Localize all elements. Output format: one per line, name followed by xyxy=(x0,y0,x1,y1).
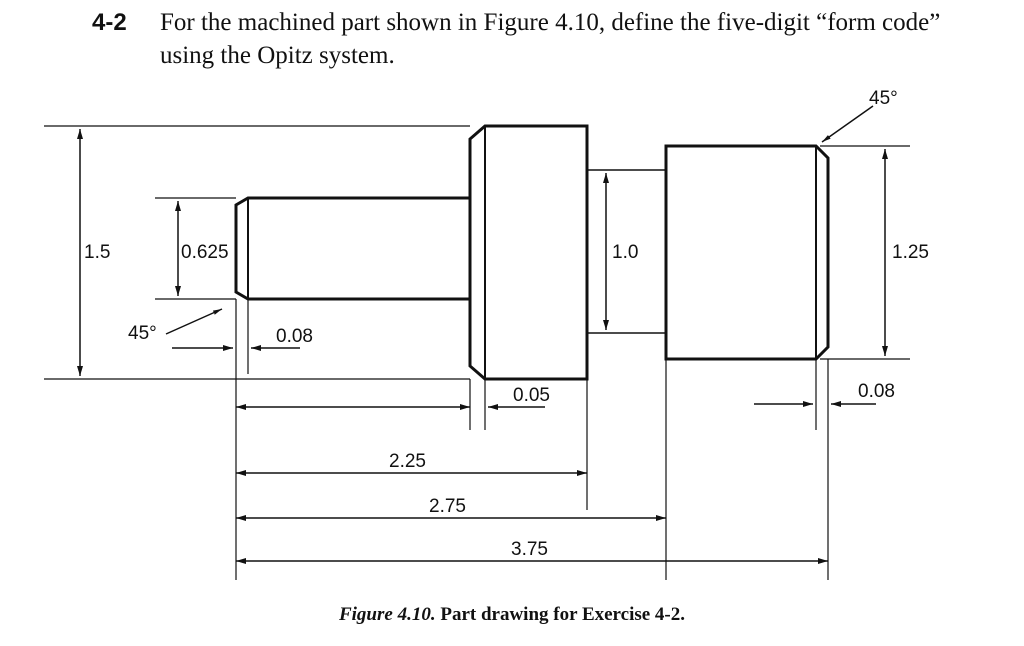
small-shaft xyxy=(236,198,469,299)
dimension-lines xyxy=(80,106,885,561)
part-outline xyxy=(236,126,828,379)
flange xyxy=(470,126,587,379)
angle-label-right: 45° xyxy=(869,88,898,109)
length-label-3-75: 3.75 xyxy=(511,539,548,560)
dim-label-1-25: 1.25 xyxy=(892,242,929,263)
dim-label-0-625: 0.625 xyxy=(181,242,229,263)
dim-label-1-5: 1.5 xyxy=(84,242,111,263)
problem-text: For the machined part shown in Figure 4.10, define the five-digit “form code” using the Opitz system. xyxy=(160,9,941,69)
chamfer-label-right: 0.08 xyxy=(858,381,895,402)
angle-leader-left xyxy=(166,309,222,334)
angle-leader-right xyxy=(822,106,873,142)
figure-caption-text: Part drawing for Exercise 4-2. xyxy=(440,604,686,625)
flange-chamfer-label: 0.05 xyxy=(513,385,550,406)
figure-label: Figure 4.10. xyxy=(338,604,436,625)
problem-number: 4-2 xyxy=(92,9,127,36)
part-drawing xyxy=(0,80,1024,600)
length-label-2-25: 2.25 xyxy=(389,451,426,472)
angle-label-left: 45° xyxy=(128,323,157,344)
right-cylinder xyxy=(666,146,828,359)
length-label-2-75: 2.75 xyxy=(429,496,466,517)
problem-statement xyxy=(92,6,952,72)
dim-label-1-0: 1.0 xyxy=(612,242,639,263)
figure-caption xyxy=(0,604,1024,626)
extension-lines xyxy=(44,126,910,580)
chamfer-label-left: 0.08 xyxy=(276,326,313,347)
